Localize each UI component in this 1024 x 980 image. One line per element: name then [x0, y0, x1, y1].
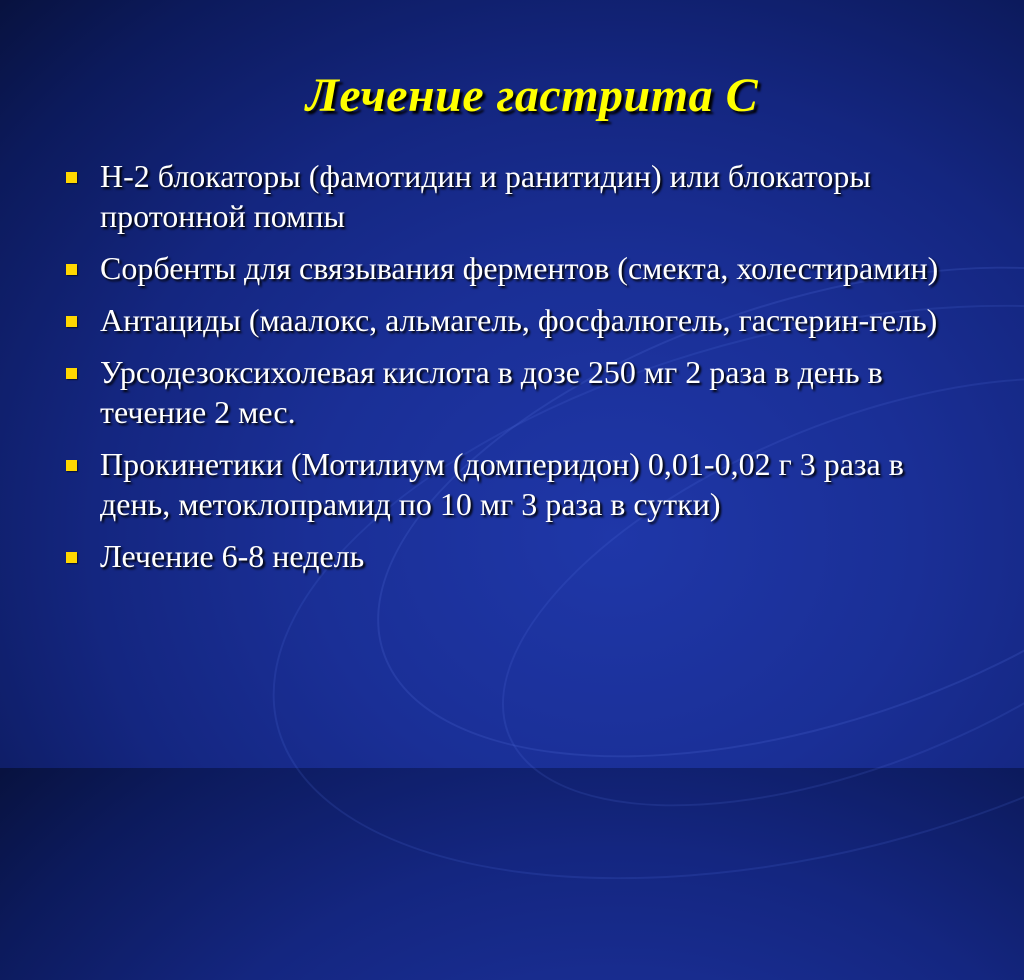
- square-bullet-icon: [66, 172, 77, 183]
- slide-title: Лечение гастрита С: [305, 69, 759, 122]
- bullet-item: [60, 248, 960, 288]
- square-bullet-icon: [66, 316, 77, 327]
- bullet-text: Лечение 6-8 недель: [100, 538, 365, 574]
- square-bullet-icon: [66, 460, 77, 471]
- bullet-text: Урсодезоксихолевая кислота в дозе 250 мг 2 раза в день в течение 2 мес.: [100, 354, 883, 430]
- bullet-item: [60, 444, 960, 524]
- bullet-list: [60, 156, 960, 588]
- square-bullet-icon: [66, 264, 77, 275]
- square-bullet-icon: [66, 552, 77, 563]
- bullet-text: Сорбенты для связывания ферментов (смекта, холестирамин): [100, 250, 939, 286]
- bullet-text: Прокинетики (Мотилиум (домперидон) 0,01-0,02 г 3 раза в день, метоклопрамид по 10 мг 3 раза в сутки): [100, 446, 904, 522]
- square-bullet-icon: [66, 368, 77, 379]
- bullet-text: H-2 блокаторы (фамотидин и ранитидин) или блокаторы протонной помпы: [100, 158, 871, 234]
- bullet-text: Антациды (маалокс, альмагель, фосфалюгель, гастерин-гель): [100, 302, 938, 338]
- bullet-item: [60, 300, 960, 340]
- bullet-item: [60, 352, 960, 432]
- bullet-item: [60, 536, 960, 576]
- bullet-item: [60, 156, 960, 236]
